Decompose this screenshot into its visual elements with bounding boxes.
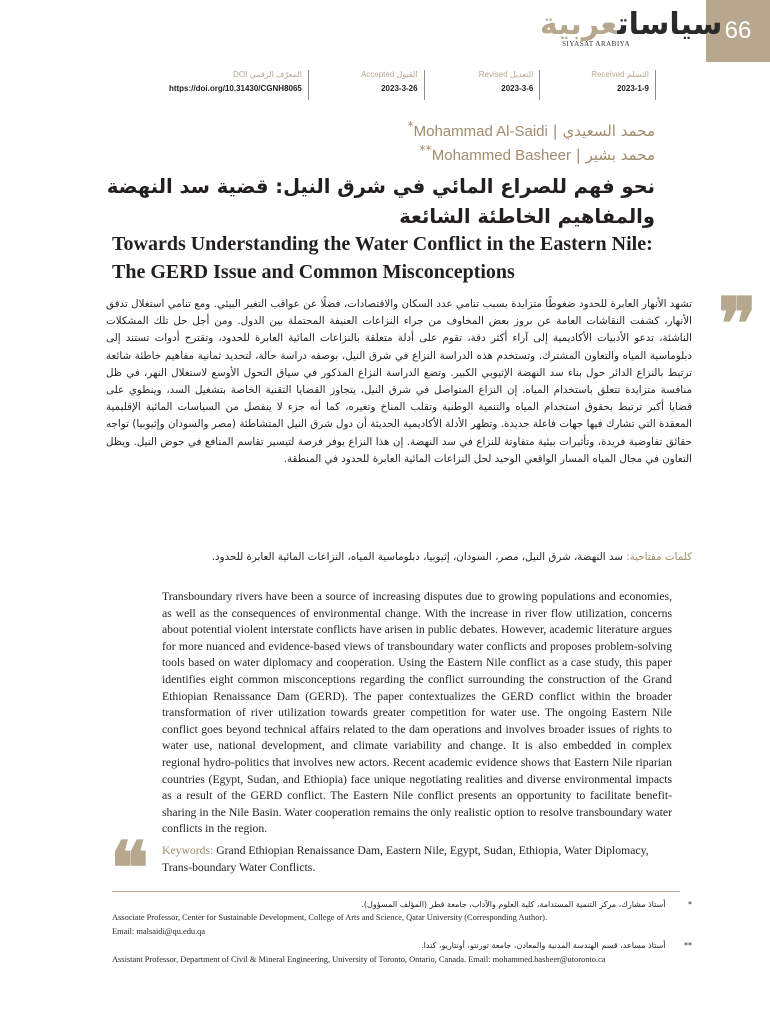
- title-english-line-2: The GERD Issue and Common Misconceptions: [112, 261, 515, 283]
- footnote-1-english: [112, 911, 698, 939]
- revised-value: 2023-3-6: [501, 84, 534, 93]
- logo-arabic: [540, 7, 723, 42]
- revised-label: التعديل Revised: [478, 70, 534, 79]
- author-1-english: Mohammad Al-Saidi: [413, 123, 548, 140]
- author-1-separator: |: [552, 122, 558, 140]
- keywords-arabic-label: كلمات مفتاحية:: [626, 551, 692, 563]
- title-english: [112, 230, 672, 286]
- accepted-value: 2023-3-26: [381, 84, 418, 93]
- received-date: [540, 70, 656, 100]
- author-2-arabic: محمد بشير: [585, 146, 655, 164]
- quote-mark-english-icon: ❝: [110, 825, 149, 910]
- logo-arabic-main: سياسات: [617, 7, 723, 42]
- footnote-2-english: [112, 953, 698, 967]
- author-1: [407, 118, 655, 140]
- keywords-english-label: Keywords:: [162, 844, 214, 857]
- footnote-divider: [112, 891, 680, 892]
- footnote-1-english-text: Associate Professor, Center for Sustainable Development, College of Arts and Science, Qatar University (Corresponding Author).: [112, 913, 548, 922]
- logo-arabic-accent: عربية: [540, 7, 618, 42]
- doi-label: المعرّف الرقمي DOI: [233, 70, 302, 79]
- accepted-label: القبول Accepted: [360, 70, 418, 79]
- keywords-english: [162, 843, 672, 876]
- article-dates: [128, 70, 656, 100]
- title-english-line-1: Towards Understanding the Water Conflict in the Eastern Nile:: [112, 233, 653, 255]
- abstract-arabic: تشهد الأنهار العابرة للحدود ضغوطًا متزايدة بسبب تنامي عدد السكان والاقتصادات، فضلًا عن عواقب التغير البيئي. ومع تنامي استغلال تدفق الأنهار، كشفت النقاشات العامة عن بروز بعض المخاوف من جراء النزاعات العنيفة المحتملة بين الدول. ومن أجل حل تلك المشكلات الناشئة، تدعو الأدبيات الأكاديمية إلى آراء أكثر دقة، تقوم على أدلة متعلقة بالنزاعات المائية العابرة للحدود، وتقترح أدوات تستند إلى دبلوماسية المياه والتعاون المشترك. وتستخدم هذه الدراسة النزاع في شرق النيل، بوصفه دراسة حالة، لتحديد ثمانية مفاهيم خاطئة شائعة ترتبط بالنزاع الدائر حول بناء سد النهضة الإثيوبي الكبير. وتضع الدراسة النزاع المذكور في سياق التحول الأوسع لاستغلال النهر، في ظل منافسة متزايدة تتعلق باستخدام المياه. إن النزاع المتواصل في شرق النيل، يتجاوز القضايا التقنية الخاصة بتشغيل السد، وينطوي على قضايا أكبر ترتبط بحقوق استخدام المياه والتنمية الوطنية وتقلب المناخ وتغيره، كما أنه جزء لا ينفصل من السياسات المائية الإقليمية المعقدة التي تشارك فيها جهات فاعلة جديدة. وتظهر الأدلة الأكاديمية الحديثة أن دول شرق النيل المتشاطئة (مصر والسودان وإثيوبيا) تواجه حقائق تفاوضية فريدة، وتأثيرات بيئية متفاوتة للنزاع في سد النهضة. إن هذا النزاع يوفر فرصة لتيسير تقاسم المنافع في حوض النيل. ويظل التعاون في مجال المياه المسار الواقعي الوحيد لحل النزاعات المائية العابرة للحدود في المنطقة.: [106, 298, 692, 465]
- keywords-english-list: Grand Ethiopian Renaissance Dam, Eastern Nile, Egypt, Sudan, Ethiopia, Water Diplomacy, Trans-boundary Water Conflicts.: [162, 844, 649, 874]
- doi: [128, 70, 309, 100]
- received-label: التسلم Received: [591, 70, 649, 79]
- doi-link[interactable]: https://doi.org/10.31430/CGNH8065: [168, 84, 302, 93]
- footnote-2-english-text: Assistant Professor, Department of Civil & Mineral Engineering, University of Toronto, Ontario, Canada. Email: mohammed.basheer@utoronto.ca: [112, 955, 606, 964]
- author-1-mark: *: [407, 118, 414, 133]
- footnote-1-mark: *: [688, 900, 692, 909]
- journal-logo: [540, 7, 723, 52]
- received-value: 2023-1-9: [616, 84, 649, 93]
- keywords-arabic-list: سد النهضة، شرق النيل، مصر، السودان، إثيوبيا، دبلوماسية المياه، النزاعات المائية العابرة للحدود.: [211, 551, 623, 563]
- footnote-1-arabic: [106, 900, 692, 909]
- footnote-2-arabic: [106, 941, 692, 950]
- abstract-english: Transboundary rivers have been a source of increasing disputes due to growing populations and economies, as well as the consequences of environmental change. With the increase in river flow utilization, concerns about potential violent interstate conflicts have arisen in public debates. However, academic literature argues for more nuanced and evidence-based views of transboundary water conflicts and proposes problem-solving tools based on water diplomacy and cooperation. Using the Eastern Nile conflict as a case study, this paper identifies eight common misconceptions regarding the conflict surrounding the construction of the Grand Ethiopian Renaissance Dam (GERD). The paper contextualizes the GERD conflict within the broader transformation of river utilization towards greater competition for water use. The ongoing Eastern Nile conflict goes beyond technical affairs related to the dam operations and involves broader issues of rights to water use, national development, and climate variability and change. It is also embedded in complex regional hydro-politics that involves new actors. Recent academic evidence shows that Eastern Nile riparian countries (Egypt, Sudan, and Ethiopia) face unique negotiating realities and diverse environmental impacts as a result of the GERD conflict. The Eastern Nile conflict presents an opportunity to facilitate benefit-sharing in the Nile Basin. Water cooperation remains the only realistic option to resolve transboundary water conflicts in the region.: [162, 590, 672, 836]
- page-number: 66: [706, 0, 770, 62]
- author-2-english: Mohammed Basheer: [431, 147, 571, 164]
- author-2-mark: **: [419, 142, 432, 157]
- footnote-2-mark: **: [684, 941, 692, 950]
- footnote-2-arabic-text: أستاذ مساعد، قسم الهندسة المدنية والمعادن، جامعة تورنتو، أونتاريو، كندا.: [421, 941, 666, 950]
- footnote-1-email[interactable]: Email: malsaidi@qu.edu.qa: [112, 927, 206, 936]
- keywords-arabic: [106, 548, 692, 567]
- accepted-date: [309, 70, 425, 100]
- footnote-1-arabic-text: أستاذ مشارك، مركز التنمية المستدامة، كلية العلوم والآداب، جامعة قطر (المؤلف المسؤول).: [361, 900, 666, 909]
- author-2-separator: |: [575, 146, 581, 164]
- author-2: [419, 142, 655, 164]
- revised-date: [425, 70, 541, 100]
- logo-english: SIYASAT ARABIYA: [562, 40, 630, 48]
- author-1-arabic: محمد السعيدي: [562, 122, 655, 140]
- quote-mark-arabic-icon: ❞: [718, 281, 757, 366]
- title-arabic: نحو فهم للصراع المائي في شرق النيل: قضية سد النهضة والمفاهيم الخاطئة الشائعة: [106, 175, 655, 228]
